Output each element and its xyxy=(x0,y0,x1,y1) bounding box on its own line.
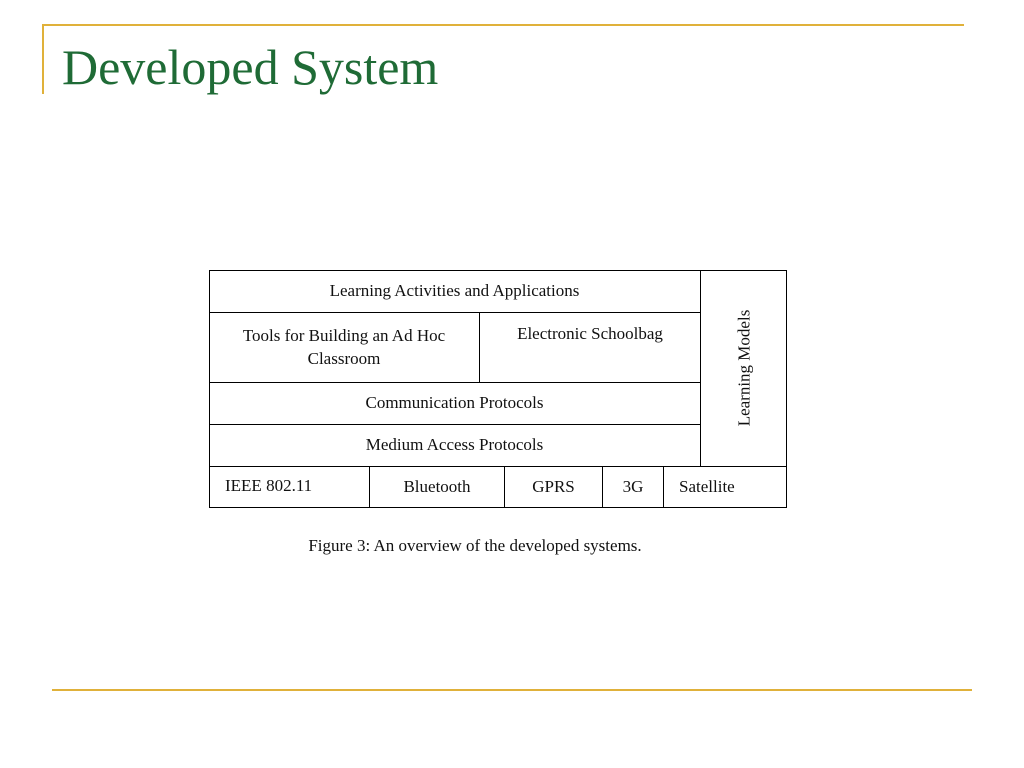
network-ieee-cell: IEEE 802.11 xyxy=(209,466,369,508)
tools-cell: Tools for Building an Ad Hoc Classroom xyxy=(209,312,479,382)
learning-models-label: Learning Models xyxy=(734,309,754,427)
bottom-rule xyxy=(52,689,972,691)
top-rule xyxy=(42,24,964,26)
diagram-border xyxy=(209,270,787,508)
network-gprs-cell: GPRS xyxy=(504,466,602,508)
network-3g-cell: 3G xyxy=(602,466,663,508)
learning-activities-cell: Learning Activities and Applications xyxy=(329,280,580,300)
network-satellite-cell: Satellite xyxy=(663,466,787,508)
medium-access-cell: Medium Access Protocols xyxy=(209,424,700,466)
figure-caption: Figure 3: An overview of the developed systems. xyxy=(308,536,642,555)
left-rule xyxy=(42,24,44,94)
network-bluetooth-cell: Bluetooth xyxy=(369,466,504,508)
communication-protocols-cell: Communication Protocols xyxy=(209,382,700,424)
slide-title: Developed System xyxy=(62,39,439,95)
schoolbag-cell: Electronic Schoolbag xyxy=(479,312,700,382)
